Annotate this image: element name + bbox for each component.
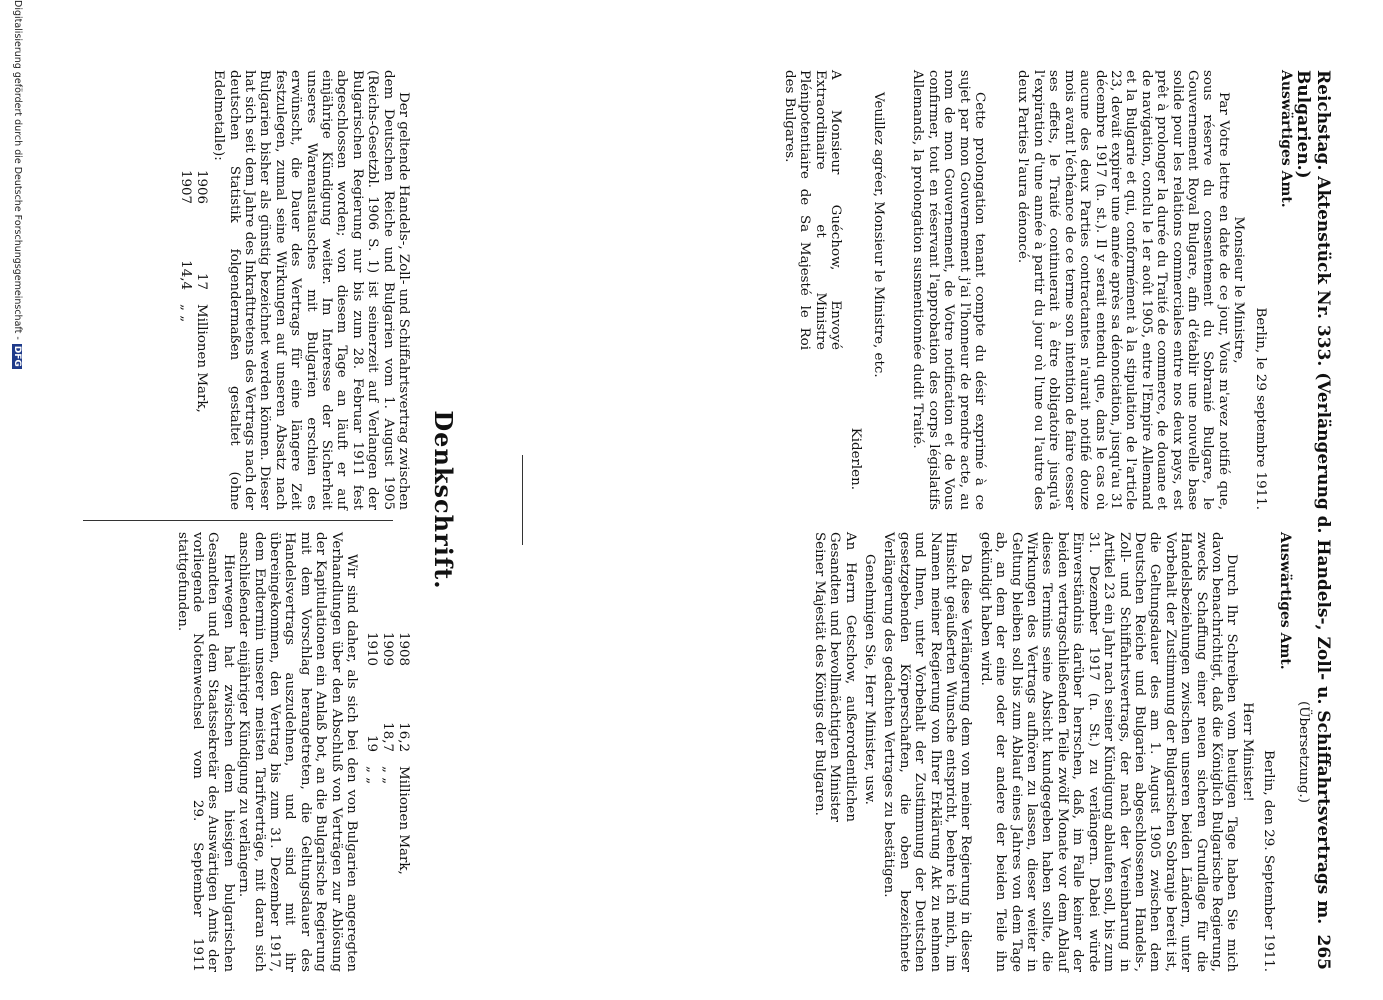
letter-german [811,532,1311,972]
column-divider [83,520,393,521]
letter-addressee: A Monsieur Guéchow, Envoyé Extraordinaire et Ministre Plénipotentiaire de Sa Majesté le Roi des Bulgares. [782,70,844,350]
stats-table [177,170,209,510]
office-heading: Auswärtiges Amt. [1276,532,1293,670]
office-heading: Auswärtiges Amt. [1278,70,1294,208]
stats-row: 190617Millionen Mark, [193,170,209,413]
dfg-logo: DFG [12,345,22,367]
letter-date: Berlin, den 29. September 1911. [1261,750,1277,972]
denkschrift-title: Denkschrift. [429,410,458,590]
denkschrift-paragraph: Der geltende Handels-, Zoll- und Schiffahrtsvertrag zwischen dem Deutschen Reiche und Bulgarien vom 1. August 1905 (Reichs-Gesetzbl. 1906 S. 1) ist seinerzeit auf Verlangen der Bulgarischen Regierung nur bis zum 28. Februar 1911 fest abgeschlossen worden; von diesem Tage an läuft er auf einjährige Kündigung weiter. Im Interesse der Sicherheit unseres Warenaustausches mit Bulgarien erschien es erwünscht, die Dauer des Vertrags für eine längere Zeit festzulegen, zumal seine Wirkungen auf unseren Absatz nach Bulgarien bisher als günstig bezeichnet werden können. Dieser hat sich seit dem Jahre des Inkrafttretens des Vertrags nach der deutschen Statistik folgendermaßen gestaltet (ohne Edelmetalle): [211,70,411,510]
letter-signature: Kiderlen. [847,427,863,490]
letter-paragraph: Cette prolongation tenant compte du désir exprimé à ce sujet par mon Gouvernement j'ai l'honneur de prendre acte, au nom de mon Gouvernement, de Votre notification et de Vous confirmer, tout en réservant l'approbation des corps législatifs Allemands, la prolongation susmentionnée dudit Traité. [910,70,988,510]
stats-row: 190918,7„ „ [380,632,395,785]
letter-paragraph: Par Votre lettre en date de ce jour, Vous m'avez notifié que, sous réserve du consentement du Sobranié Bulgare, le Gouvernement Royal Bulgare, afin d'établir une nouvelle base solide pour les relations commerciales entre nos deux pays, est prêt à prolonger la durée du Traité de commerce, de douane et de navigation, conclu le 1er août 1905, entre l'Empire Allemand et la Bulgarie et qui, conformément à la stipulation de l'article 23, devait expirer une année après sa dénonciation, jusqu'au 31 décembre 1917 (n. st.). Il y serait entendu que, dans le cas où aucune des deux Parties contractantes n'aurait notifié douze mois avant l'échéance de ce terme son intention de faire cesser ses effets, le Traité continuerait à être obligatoire jusqu'à l'expiration d'une année à partir du jour où l'une ou l'autre des deux Parties l'aura dénoncé. [1015,70,1231,510]
stats-row: 190714,4„ „ [177,170,193,323]
footer-text: Digitalisierung gefördert durch die Deutsche Forschungsgemeinschaft - [12,0,23,340]
letter-salutation: Monsieur le Ministre, [1231,216,1247,364]
denkschrift-paragraph: Wir sind daher, als sich bei den von Bulgarien angeregten Verhandlungen über den Abschluß von Verträgen zur Ablösung der Kapitulationen ein Anlaß bot, an die Bulgarische Regierung mit dem Vorschlag herangetreten, die Geltungsdauer des Handelsvertrags auszudehnen, und sind mit ihr übereingekommen, den Vertrag bis zum 31. Dezember 1917, dem Endtermin unserer meisten Tarifverträge, mit daran sich anschließender einjähriger Kündigung zu verlängern. [236,532,359,972]
denkschrift-left [177,70,411,510]
letter-addressee: An Herrn Getschow, außerordentlichen Gesandten und bevollmächtigten Minister Seiner Majestät des Königs der Bulgaren. [811,532,858,822]
letter-paragraph: Da diese Verlängerung dem von meiner Regierung in dieser Hinsicht geäußerten Wunsche entspricht, beehre ich mich, im Namen meiner Regierung von Ihrer Erklärung Akt zu nehmen und Ihnen, unter Vorbehalt der Zustimmung der Deutschen gesetzgebenden Körperschaften, die oben bezeichnete Verlängerung des gedachten Vertrages zu bestätigen. [881,532,974,972]
stats-row: 190816,2Millionen Mark, [396,632,411,875]
translation-note: (Übersetzung.) [1296,701,1311,803]
letter-french [782,70,1293,510]
letter-paragraph: Durch Ihr Schreiben vom heutigen Tage haben Sie mich davon benachrichtigt, daß die Königlich Bulgarische Regierung, zwecks Schaffung einer neuen sicheren Grundlage für die Handelsbeziehungen zwischen unseren beiden Ländern, unter Vorbehalt der Zustimmung der Bulgarischen Sobranje bereit ist, die Geltungsdauer des am 1. August 1905 zwischen dem Deutschen Reiche und Bulgarien abgeschlossenen Handels-, Zoll- und Schiffahrtsvertrags, der nach der Vereinbarung in Artikel 23 ein Jahr nach seiner Kündigung ablaufen soll, bis zum 31. Dezember 1917 (n. St.) zu verlängern. Dabei würde Einverständnis darüber herrschen, daß, im Falle keiner der beiden vertragschließenden Teile zwölf Monate vor dem Ablauf dieses Termins seine Absicht kundgegeben haben sollte, die Wirkungen des Vertrags aufhören zu lassen, dieser weiter in Geltung bleiben soll bis zum Ablauf eines Jahres von dem Tage ab, an dem der eine oder der andere der beiden Teile ihn gekündigt haben wird. [977,532,1240,972]
page-header-title: Reichstag. Aktenstück Nr. 333. (Verlängerung d. Handels-, Zoll- u. Schiffahrtsvertrags m. Bulgarien.) [1293,70,1333,925]
letter-salutation: Herr Minister! [1239,702,1255,802]
letter-closing: Veuillez agréer, Monsieur le Ministre, etc. [871,92,887,378]
letter-date: Berlin, le 29 septembre 1911. [1252,307,1268,510]
denkschrift-paragraph: Hierwegen hat zwischen dem hiesigen bulgarischen Gesandten und dem Staatssekretär des Auswärtigen Amts der vorliegende Notenwechsel vom 29. September 1911 stattgefunden. [174,532,236,972]
page-number: 265 [1313,934,1333,970]
section-divider [522,455,523,545]
stats-table [363,632,411,972]
stats-row: 191019„ „ [364,632,379,785]
denkschrift-right [174,532,411,972]
letter-closing: Genehmigen Sie, Herr Minister, usw. [862,554,878,805]
footer-credit [12,0,23,1000]
